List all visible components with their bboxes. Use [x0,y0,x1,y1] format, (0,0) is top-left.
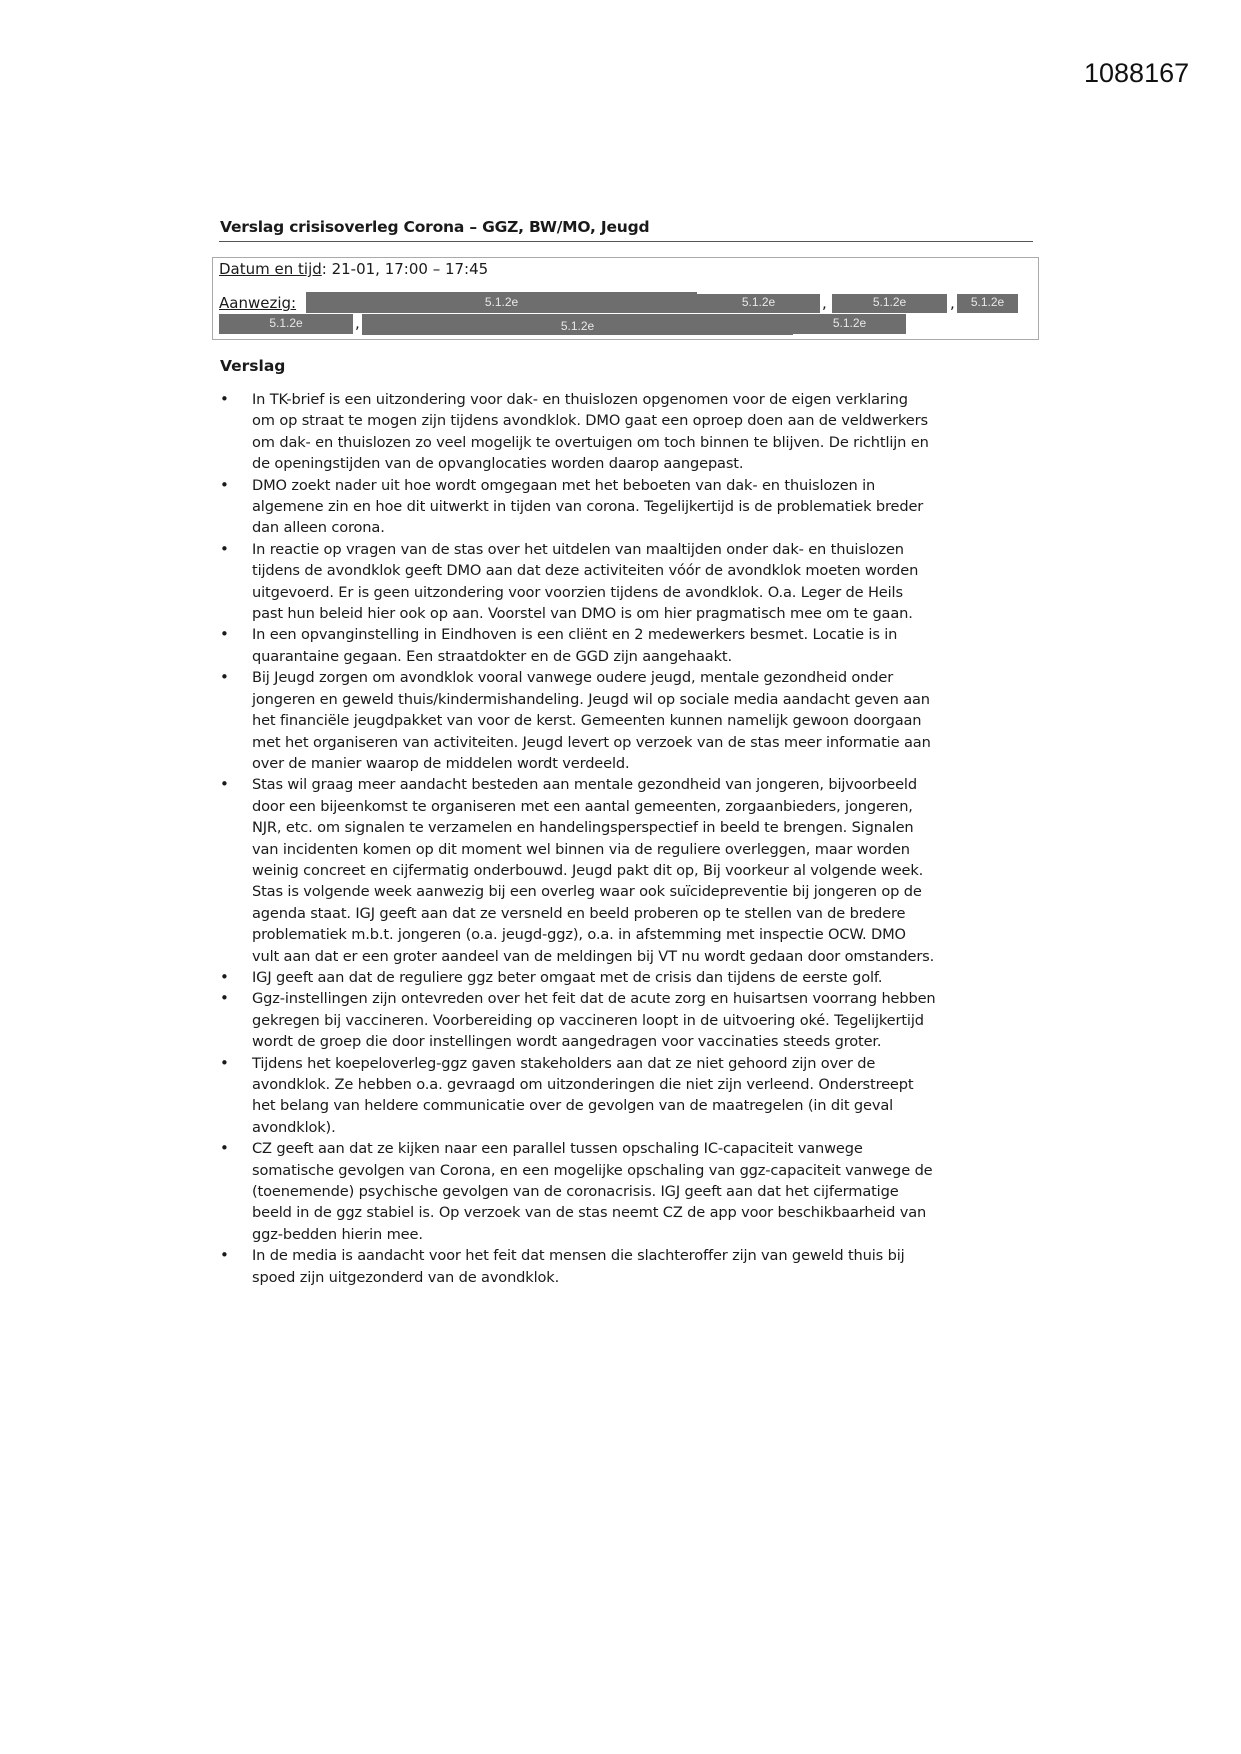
separator: , [822,294,827,312]
bullet-icon: • [220,668,229,687]
list-item-text-line: jongeren en geweld thuis/kindermishandeling. Jeugd wil op sociale media aandacht geven aan [252,690,930,708]
list-item [220,389,1060,475]
bullet-icon: • [220,625,229,644]
list-item-text-line: van incidenten komen op dit moment wel binnen via de reguliere overleggen, maar worden [252,840,910,858]
report-bullet-list [220,389,1060,1288]
redaction-block: 5.1.2e [793,314,906,334]
list-item-text-line: wordt de groep die door instellingen wordt aangedragen voor vaccinaties steeds groter. [252,1033,882,1051]
bullet-icon: • [220,1139,229,1158]
list-item-text-line: DMO zoekt nader uit hoe wordt omgegaan met het beboeten van dak- en thuislozen in [252,476,876,494]
list-item-text-line: uitgevoerd. Er is geen uitzondering voor voorzien tijdens de avondklok. O.a. Leger de Heils [252,583,903,601]
list-item-text-line: gekregen bij vaccineren. Voorbereiding op vaccineren loopt in de uitvoering oké. Tegelijkertijd [252,1011,924,1029]
present-row [219,294,296,312]
list-item [220,1138,1060,1245]
list-item-text-line: In TK-brief is een uitzondering voor dak- en thuislozen opgenomen voor de eigen verklaring [252,391,908,408]
bullet-icon: • [220,1053,229,1072]
list-item [220,967,1060,988]
list-item-text-line: weinig concreet en cijfermatig onderbouwd. Jeugd pakt dit op, Bij voorkeur al volgende week. [252,861,924,879]
bullet-icon: • [220,967,229,986]
bullet-icon: • [220,775,229,794]
list-item-text-line: beeld in de ggz stabiel is. Op verzoek van de stas neemt CZ de app voor beschikbaarheid van [252,1204,927,1222]
bullet-icon: • [220,989,229,1008]
list-item-text-line: Ggz-instellingen zijn ontevreden over het feit dat de acute zorg en huisartsen voorrang hebben [252,990,936,1008]
list-item-text-line: vult aan dat er een groter aandeel van de meldingen bij VT nu wordt gedaan door omstanders. [252,947,935,965]
separator: , [355,314,360,332]
redaction-block: 5.1.2e [957,294,1018,313]
redaction-block: 5.1.2e [832,294,947,313]
list-item [220,1053,1060,1139]
list-item-text-line: NJR, etc. om signalen te verzamelen en handelingsperspectief in beeld te brengen. Signalen [252,819,914,837]
present-label: Aanwezig [219,294,292,312]
present-colon: : [291,294,297,312]
list-item [220,475,1060,539]
list-item-text-line: Bij Jeugd zorgen om avondklok vooral vanwege oudere jeugd, mentale gezondheid onder [252,669,894,687]
list-item-text-line: In de media is aandacht voor het feit dat mensen die slachteroffer zijn van geweld thuis bij [252,1247,905,1265]
list-item-text-line: quarantaine gegaan. Een straatdokter en de GGD zijn aangehaakt. [252,647,732,665]
list-item [220,539,1060,625]
list-item [220,667,1060,774]
list-item-text-line: avondklok. Ze hebben o.a. gevraagd om uitzonderingen die niet zijn verleend. Onderstreept [252,1076,914,1093]
redaction-block: 5.1.2e [362,314,793,335]
list-item-text-line: Tijdens het koepeloverleg-ggz gaven stakeholders aan dat ze niet gehoord zijn over de [252,1054,876,1072]
list-item-text-line: avondklok). [252,1118,336,1136]
list-item-text-line: problematiek m.b.t. jongeren (o.a. jeugd-ggz), o.a. in afstemming met inspectie OCW. DMO [252,926,906,944]
list-item [220,988,1060,1052]
list-item-text-line: om dak- en thuislozen zo veel mogelijk te overtuigen om toch binnen te blijven. De richtlijn en [252,433,929,451]
list-item-text-line: om op straat te mogen zijn tijdens avondklok. DMO gaat een oproep doen aan de veldwerkers [252,412,928,430]
list-item-text-line: In reactie op vragen van de stas over het uitdelen van maaltijden onder dak- en thuislozen [252,540,904,558]
section-heading: Verslag [220,357,286,375]
date-time-label: Datum en tijd [219,260,322,278]
list-item-text-line: de openingstijden van de opvanglocaties worden daarop aangepast. [252,455,744,473]
list-item [220,774,1060,967]
list-item [220,1245,1060,1288]
bullet-icon: • [220,1246,229,1265]
list-item-text-line: somatische gevolgen van Corona, en een mogelijke opschaling van ggz-capaciteit vanwege de [252,1161,933,1179]
list-item-text-line: agenda staat. IGJ geeft aan dat ze versneld en beeld proberen op te stellen van de bredere [252,904,906,922]
list-item-text-line: het financiële jeugdpakket van voor de kerst. Gemeenten kunnen namelijk gewoon doorgaan [252,712,922,730]
redaction-block: 5.1.2e [219,314,353,334]
list-item-text-line: In een opvanginstelling in Eindhoven is een cliënt en 2 medewerkers besmet. Locatie is in [252,626,898,644]
list-item-text-line: past hun beleid hier ook op aan. Voorstel van DMO is om hier pragmatisch mee om te gaan. [252,605,913,623]
bullet-icon: • [220,390,229,408]
list-item-text-line: door een bijeenkomst te organiseren met een aantal gemeenten, zorgaanbieders, jongeren, [252,797,913,815]
redaction-block: 5.1.2e [697,294,820,313]
title-divider [219,241,1033,242]
separator: , [950,294,955,312]
list-item-text-line: dan alleen corona. [252,519,385,537]
date-time-row [219,260,488,278]
list-item-text-line: het belang van heldere communicatie over de gevolgen van de maatregelen (in dit geval [252,1097,894,1115]
bullet-icon: • [220,539,229,558]
list-item-text-line: spoed zijn uitgezonderd van de avondklok. [252,1268,560,1286]
list-item [220,624,1060,667]
list-item-text-line: Stas is volgende week aanwezig bij een overleg waar ook suïcidepreventie bij jongeren op de [252,883,922,901]
redaction-block: 5.1.2e [306,292,697,313]
list-item-text-line: over de manier waarop de middelen wordt verdeeld. [252,754,630,772]
list-item-text-line: (toenemende) psychische gevolgen van de coronacrisis. IGJ geeft aan dat het cijfermatige [252,1183,899,1201]
bullet-icon: • [220,475,229,494]
list-item-text-line: algemene zin en hoe dit uitwerkt in tijden van corona. Tegelijkertijd is de problematiek breder [252,498,924,516]
date-time-value: : 21-01, 17:00 – 17:45 [321,260,489,278]
list-item-text-line: IGJ geeft aan dat de reguliere ggz beter omgaat met de crisis dan tijdens de eerste golf. [252,968,883,986]
document-number: 1088167 [1084,58,1190,88]
list-item-text-line: CZ geeft aan dat ze kijken naar een parallel tussen opschaling IC-capaciteit vanwege [252,1140,863,1158]
list-item-text-line: met het organiseren van activiteiten. Jeugd levert op verzoek van de stas meer informatie aan [252,733,931,751]
document-title: Verslag crisisoverleg Corona – GGZ, BW/MO, Jeugd [220,218,650,236]
list-item-text-line: ggz-bedden hierin mee. [252,1225,423,1243]
list-item-text-line: tijdens de avondklok geeft DMO aan dat deze activiteiten vóór de avondklok moeten worden [252,562,919,580]
list-item-text-line: Stas wil graag meer aandacht besteden aan mentale gezondheid van jongeren, bijvoorbeeld [252,776,917,794]
